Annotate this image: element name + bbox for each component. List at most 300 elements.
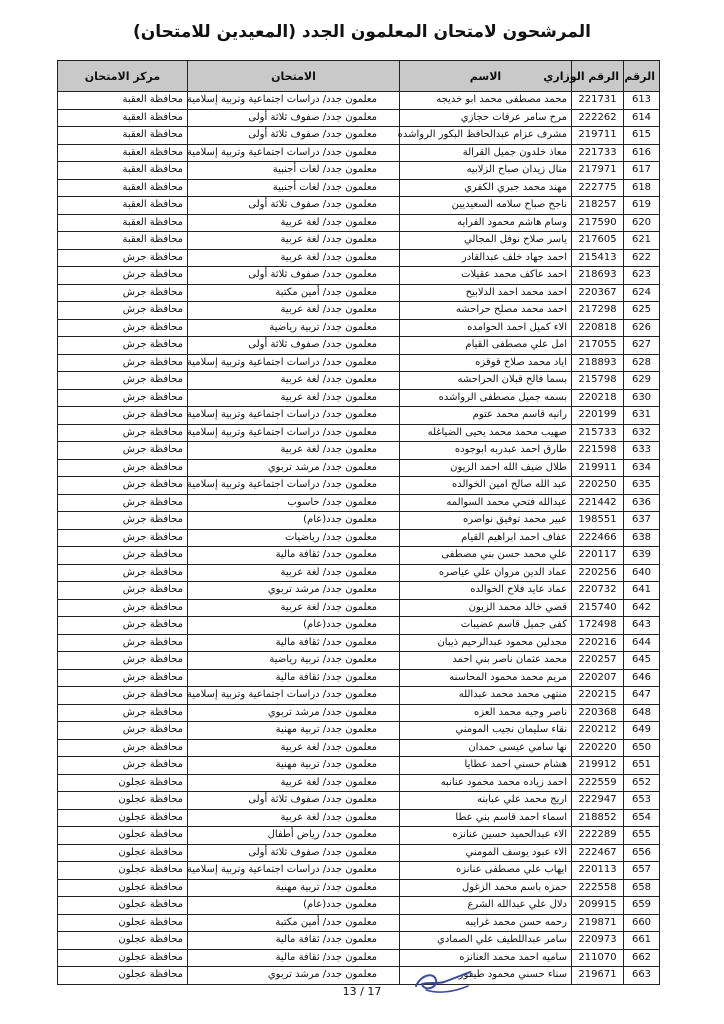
cell-exam-center: محافظة عجلون (58, 879, 188, 897)
cell-name: منتهى محمد محمد عبدالله (400, 687, 572, 705)
cell-name: طلال ضيف الله احمد الزيون (400, 459, 572, 477)
cell-exam: معلمون جدد/ مرشد تربوي (188, 704, 400, 722)
cell-exam: معلمون جدد/ تربية رياضية (188, 652, 400, 670)
cell-national-number: 221598 (572, 442, 624, 460)
cell-national-number: 218257 (572, 197, 624, 215)
table-row (58, 319, 660, 337)
cell-row-number: 615 (624, 127, 660, 145)
candidates-table-wrapper (58, 60, 660, 985)
table-row (58, 792, 660, 810)
cell-name: احمد محمد احمد الدلابيح (400, 284, 572, 302)
cell-name: منال زيدان صباح الزلابيه (400, 162, 572, 180)
cell-exam-center: محافظة جرش (58, 494, 188, 512)
cell-name: كفى جميل قاسم عضيبات (400, 617, 572, 635)
cell-name: الاء عبود يوسف المومني (400, 844, 572, 862)
cell-national-number: 222775 (572, 179, 624, 197)
cell-national-number: 222466 (572, 529, 624, 547)
cell-exam-center: محافظة جرش (58, 442, 188, 460)
page-title: المرشحون لامتحان المعلمون الجدد (المعيدين للامتحان) (133, 22, 591, 42)
cell-national-number: 217605 (572, 232, 624, 250)
table-row (58, 214, 660, 232)
cell-name: الاء كميل احمد الحوامده (400, 319, 572, 337)
cell-exam-center: محافظة العقبة (58, 92, 188, 110)
table-row (58, 127, 660, 145)
table-row (58, 109, 660, 127)
cell-name: عماد الدين مروان علي عياصره (400, 564, 572, 582)
cell-row-number: 621 (624, 232, 660, 250)
cell-exam-center: محافظة جرش (58, 564, 188, 582)
cell-row-number: 646 (624, 669, 660, 687)
table-row (58, 967, 660, 985)
cell-exam: معلمون جدد/ ثقافة مالية (188, 547, 400, 565)
cell-row-number: 628 (624, 354, 660, 372)
cell-name: مهند محمد جبري الكفري (400, 179, 572, 197)
cell-exam-center: محافظة العقبة (58, 127, 188, 145)
cell-name: احمد جهاد خلف عبدالقادر (400, 249, 572, 267)
cell-row-number: 625 (624, 302, 660, 320)
header-national-number: الرقم الوزاري (572, 61, 624, 92)
cell-exam-center: محافظة جرش (58, 372, 188, 390)
cell-exam-center: محافظة جرش (58, 337, 188, 355)
cell-national-number: 220215 (572, 687, 624, 705)
cell-name: ساميه احمد محمد العنانزه (400, 949, 572, 967)
cell-name: ناجح صباح سلامه السعيديين (400, 197, 572, 215)
cell-name: مشرف عزام عبدالحافظ البكور الرواشده (400, 127, 572, 145)
table-row (58, 827, 660, 845)
cell-exam-center: محافظة جرش (58, 459, 188, 477)
cell-row-number: 645 (624, 652, 660, 670)
cell-exam-center: محافظة عجلون (58, 914, 188, 932)
cell-national-number: 220256 (572, 564, 624, 582)
cell-exam: معلمون جدد/ دراسات اجتماعية وتربية إسلامية (188, 687, 400, 705)
cell-exam: معلمون جدد/ لغة عربية (188, 372, 400, 390)
cell-exam-center: محافظة جرش (58, 739, 188, 757)
cell-exam: معلمون جدد/ تربية مهنية (188, 879, 400, 897)
cell-national-number: 219671 (572, 967, 624, 985)
cell-row-number: 633 (624, 442, 660, 460)
header-name: الاسم (400, 61, 572, 92)
cell-name: اسماء احمد قاسم بني عطا (400, 809, 572, 827)
cell-exam-center: محافظة جرش (58, 582, 188, 600)
table-row (58, 634, 660, 652)
cell-national-number: 220216 (572, 634, 624, 652)
cell-name: هشام حسني احمد عطايا (400, 757, 572, 775)
cell-name: سناء حسني محمود طيفور (400, 967, 572, 985)
cell-name: ايهاب علي مصطفى عنانزه (400, 862, 572, 880)
cell-national-number: 215733 (572, 424, 624, 442)
cell-exam: معلمون جدد/ رياضيات (188, 529, 400, 547)
cell-name: حمزه باسم محمد الزغول (400, 879, 572, 897)
cell-row-number: 648 (624, 704, 660, 722)
cell-exam: معلمون جدد/ صفوف ثلاثة أولى (188, 197, 400, 215)
cell-exam-center: محافظة جرش (58, 669, 188, 687)
table-row (58, 949, 660, 967)
cell-name: ياسر صلاح نوفل المجالي (400, 232, 572, 250)
cell-row-number: 637 (624, 512, 660, 530)
cell-name: رانيه قاسم محمد عتوم (400, 407, 572, 425)
cell-exam-center: محافظة عجلون (58, 809, 188, 827)
cell-row-number: 623 (624, 267, 660, 285)
cell-national-number: 217590 (572, 214, 624, 232)
table-row (58, 302, 660, 320)
cell-row-number: 635 (624, 477, 660, 495)
table-row (58, 932, 660, 950)
cell-exam-center: محافظة العقبة (58, 179, 188, 197)
cell-exam: معلمون جدد/ تربية مهنية (188, 757, 400, 775)
header-exam: الامتحان (188, 61, 400, 92)
cell-exam: معلمون جدد/ رياض أطفال (188, 827, 400, 845)
cell-row-number: 651 (624, 757, 660, 775)
cell-row-number: 644 (624, 634, 660, 652)
table-row (58, 547, 660, 565)
page-number: 13 / 17 (342, 985, 382, 998)
cell-national-number: 221733 (572, 144, 624, 162)
cell-exam-center: محافظة عجلون (58, 792, 188, 810)
table-header-row (58, 61, 660, 92)
cell-exam-center: محافظة جرش (58, 284, 188, 302)
cell-exam: معلمون جدد/ لغة عربية (188, 599, 400, 617)
table-row (58, 862, 660, 880)
cell-exam: معلمون جدد/ دراسات اجتماعية وتربية إسلامية (188, 92, 400, 110)
cell-exam-center: محافظة جرش (58, 477, 188, 495)
cell-exam-center: محافظة عجلون (58, 949, 188, 967)
cell-row-number: 661 (624, 932, 660, 950)
cell-exam-center: محافظة جرش (58, 529, 188, 547)
cell-exam: معلمون جدد/ دراسات اجتماعية وتربية إسلامية (188, 354, 400, 372)
cell-exam: معلمون جدد(عام) (188, 617, 400, 635)
cell-exam-center: محافظة جرش (58, 704, 188, 722)
cell-exam-center: محافظة جرش (58, 389, 188, 407)
cell-row-number: 619 (624, 197, 660, 215)
table-row (58, 879, 660, 897)
cell-row-number: 658 (624, 879, 660, 897)
cell-national-number: 222558 (572, 879, 624, 897)
table-row (58, 757, 660, 775)
cell-row-number: 663 (624, 967, 660, 985)
table-row (58, 494, 660, 512)
cell-national-number: 218693 (572, 267, 624, 285)
cell-exam: معلمون جدد/ مرشد تربوي (188, 459, 400, 477)
cell-row-number: 647 (624, 687, 660, 705)
cell-exam-center: محافظة جرش (58, 652, 188, 670)
cell-exam: معلمون جدد/ صفوف ثلاثة أولى (188, 109, 400, 127)
cell-name: بسمه جميل مصطفى الرواشده (400, 389, 572, 407)
cell-name: صهيب محمد محمد يحيى الضياغله (400, 424, 572, 442)
cell-name: ناصر وجيه محمد العزه (400, 704, 572, 722)
table-row (58, 372, 660, 390)
cell-name: علي محمد حسن بني مصطفى (400, 547, 572, 565)
cell-row-number: 627 (624, 337, 660, 355)
cell-national-number: 222947 (572, 792, 624, 810)
cell-exam-center: محافظة عجلون (58, 967, 188, 985)
cell-exam: معلمون جدد/ لغة عربية (188, 442, 400, 460)
cell-exam: معلمون جدد/ دراسات اجتماعية وتربية إسلامية (188, 144, 400, 162)
cell-name: الاء عبدالحميد حسين عنانزه (400, 827, 572, 845)
cell-row-number: 631 (624, 407, 660, 425)
cell-exam-center: محافظة عجلون (58, 862, 188, 880)
cell-row-number: 632 (624, 424, 660, 442)
cell-row-number: 655 (624, 827, 660, 845)
cell-row-number: 617 (624, 162, 660, 180)
cell-row-number: 650 (624, 739, 660, 757)
cell-national-number: 220212 (572, 722, 624, 740)
cell-name: احمد عاكف محمد عقيلات (400, 267, 572, 285)
table-row (58, 739, 660, 757)
cell-name: عبد الله صالح امين الخوالده (400, 477, 572, 495)
cell-exam: معلمون جدد/ لغة عربية (188, 389, 400, 407)
cell-national-number: 222289 (572, 827, 624, 845)
cell-national-number: 220367 (572, 284, 624, 302)
cell-national-number: 198551 (572, 512, 624, 530)
cell-name: عبدالله فتحي محمد السوالمه (400, 494, 572, 512)
cell-name: دلال علي عبدالله الشرع (400, 897, 572, 915)
cell-national-number: 221442 (572, 494, 624, 512)
cell-exam: معلمون جدد/ لغة عربية (188, 249, 400, 267)
cell-name: عماد عايد فلاح الخوالده (400, 582, 572, 600)
table-row (58, 179, 660, 197)
cell-exam: معلمون جدد/ دراسات اجتماعية وتربية إسلامية (188, 477, 400, 495)
cell-exam-center: محافظة جرش (58, 407, 188, 425)
cell-national-number: 220973 (572, 932, 624, 950)
cell-exam-center: محافظة جرش (58, 424, 188, 442)
cell-exam-center: محافظة عجلون (58, 932, 188, 950)
cell-name: مرح سامر عرفات حجازي (400, 109, 572, 127)
table-row (58, 512, 660, 530)
cell-national-number: 218852 (572, 809, 624, 827)
table-row (58, 424, 660, 442)
cell-exam-center: محافظة جرش (58, 249, 188, 267)
cell-exam-center: محافظة عجلون (58, 844, 188, 862)
cell-exam: معلمون جدد/ لغات أجنبية (188, 179, 400, 197)
cell-national-number: 222559 (572, 774, 624, 792)
cell-exam: معلمون جدد(عام) (188, 897, 400, 915)
cell-national-number: 220218 (572, 389, 624, 407)
cell-exam: معلمون جدد/ ثقافة مالية (188, 949, 400, 967)
table-row (58, 669, 660, 687)
table-body (58, 92, 660, 985)
cell-national-number: 220818 (572, 319, 624, 337)
cell-row-number: 624 (624, 284, 660, 302)
cell-row-number: 656 (624, 844, 660, 862)
cell-name: وسام هاشم محمود الفرايه (400, 214, 572, 232)
cell-national-number: 220732 (572, 582, 624, 600)
table-row (58, 564, 660, 582)
table-row (58, 477, 660, 495)
table-row (58, 389, 660, 407)
cell-national-number: 220250 (572, 477, 624, 495)
table-row (58, 162, 660, 180)
cell-national-number: 220220 (572, 739, 624, 757)
cell-national-number: 215413 (572, 249, 624, 267)
cell-national-number: 220207 (572, 669, 624, 687)
cell-row-number: 622 (624, 249, 660, 267)
cell-exam-center: محافظة جرش (58, 354, 188, 372)
cell-national-number: 211070 (572, 949, 624, 967)
cell-name: طارق احمد عبدربه ابوجوده (400, 442, 572, 460)
table-row (58, 529, 660, 547)
cell-exam-center: محافظة العقبة (58, 144, 188, 162)
table-row (58, 897, 660, 915)
cell-exam-center: محافظة عجلون (58, 774, 188, 792)
cell-national-number: 217055 (572, 337, 624, 355)
cell-exam: معلمون جدد/ لغة عربية (188, 564, 400, 582)
cell-name: محمد عثمان ناصر بني احمد (400, 652, 572, 670)
cell-name: امل علي مصطفى القيام (400, 337, 572, 355)
cell-row-number: 659 (624, 897, 660, 915)
cell-exam: معلمون جدد/ لغة عربية (188, 232, 400, 250)
cell-name: اريج محمد علي عبابنه (400, 792, 572, 810)
cell-row-number: 638 (624, 529, 660, 547)
table-row (58, 144, 660, 162)
table-row (58, 914, 660, 932)
cell-national-number: 219871 (572, 914, 624, 932)
cell-name: عفاف احمد ابراهيم القيام (400, 529, 572, 547)
table-row (58, 652, 660, 670)
table-row (58, 774, 660, 792)
table-row (58, 407, 660, 425)
cell-exam: معلمون جدد/ دراسات اجتماعية وتربية إسلامية (188, 424, 400, 442)
table-row (58, 284, 660, 302)
cell-exam: معلمون جدد/ لغة عربية (188, 809, 400, 827)
cell-name: مجدلين محمود عبدالرحيم ذيبان (400, 634, 572, 652)
cell-name: محمد مصطفى محمد ابو خديجه (400, 92, 572, 110)
cell-exam-center: محافظة العقبة (58, 214, 188, 232)
cell-exam: معلمون جدد/ لغة عربية (188, 774, 400, 792)
cell-name: نها سامي عيسى حمدان (400, 739, 572, 757)
cell-row-number: 642 (624, 599, 660, 617)
cell-exam-center: محافظة جرش (58, 547, 188, 565)
table-row (58, 197, 660, 215)
cell-exam: معلمون جدد/ صفوف ثلاثة أولى (188, 337, 400, 355)
cell-name: سامر عبداللطيف علي الصمادي (400, 932, 572, 950)
cell-row-number: 616 (624, 144, 660, 162)
cell-row-number: 613 (624, 92, 660, 110)
cell-exam: معلمون جدد/ ثقافة مالية (188, 932, 400, 950)
cell-row-number: 640 (624, 564, 660, 582)
table-row (58, 337, 660, 355)
cell-name: معاذ خلدون جميل القرالة (400, 144, 572, 162)
cell-exam-center: محافظة العقبة (58, 232, 188, 250)
cell-row-number: 649 (624, 722, 660, 740)
cell-exam: معلمون جدد/ ثقافة مالية (188, 669, 400, 687)
cell-row-number: 630 (624, 389, 660, 407)
cell-exam: معلمون جدد/ دراسات اجتماعية وتربية إسلامية (188, 862, 400, 880)
table-row (58, 809, 660, 827)
cell-exam: معلمون جدد/ صفوف ثلاثة أولى (188, 792, 400, 810)
cell-row-number: 629 (624, 372, 660, 390)
cell-national-number: 217971 (572, 162, 624, 180)
table-row (58, 459, 660, 477)
cell-exam: معلمون جدد/ دراسات اجتماعية وتربية إسلامية (188, 407, 400, 425)
cell-exam: معلمون جدد(عام) (188, 512, 400, 530)
cell-name: اياد محمد صلاح قوقزه (400, 354, 572, 372)
cell-national-number: 220199 (572, 407, 624, 425)
cell-national-number: 220368 (572, 704, 624, 722)
cell-name: عبير محمد توفيق نواصره (400, 512, 572, 530)
table-row (58, 844, 660, 862)
cell-row-number: 660 (624, 914, 660, 932)
cell-exam: معلمون جدد/ لغة عربية (188, 302, 400, 320)
cell-national-number: 209915 (572, 897, 624, 915)
cell-exam: معلمون جدد/ ثقافة مالية (188, 634, 400, 652)
cell-national-number: 215740 (572, 599, 624, 617)
cell-row-number: 652 (624, 774, 660, 792)
cell-national-number: 220117 (572, 547, 624, 565)
cell-row-number: 641 (624, 582, 660, 600)
table-row (58, 722, 660, 740)
cell-row-number: 639 (624, 547, 660, 565)
cell-national-number: 215798 (572, 372, 624, 390)
cell-name: احمد محمد مصلح حراحشه (400, 302, 572, 320)
cell-exam: معلمون جدد/ لغات أجنبية (188, 162, 400, 180)
cell-row-number: 618 (624, 179, 660, 197)
cell-national-number: 222262 (572, 109, 624, 127)
table-row (58, 704, 660, 722)
cell-exam-center: محافظة عجلون (58, 897, 188, 915)
cell-national-number: 221731 (572, 92, 624, 110)
cell-row-number: 626 (624, 319, 660, 337)
cell-exam-center: محافظة جرش (58, 302, 188, 320)
cell-national-number: 220113 (572, 862, 624, 880)
cell-name: مريم محمد محمود المحاسنه (400, 669, 572, 687)
cell-exam-center: محافظة العقبة (58, 197, 188, 215)
cell-exam-center: محافظة جرش (58, 722, 188, 740)
cell-national-number: 219911 (572, 459, 624, 477)
candidates-table (57, 60, 660, 985)
cell-row-number: 614 (624, 109, 660, 127)
table-row (58, 354, 660, 372)
cell-exam-center: محافظة جرش (58, 599, 188, 617)
cell-name: نقاء سليمان نجيب المومني (400, 722, 572, 740)
table-row (58, 599, 660, 617)
cell-exam-center: محافظة جرش (58, 757, 188, 775)
cell-national-number: 172498 (572, 617, 624, 635)
cell-name: احمد زياده محمد محمود عنانبه (400, 774, 572, 792)
cell-exam: معلمون جدد/ لغة عربية (188, 214, 400, 232)
cell-row-number: 643 (624, 617, 660, 635)
cell-exam-center: محافظة جرش (58, 319, 188, 337)
cell-row-number: 636 (624, 494, 660, 512)
header-exam-center: مركز الامتحان (58, 61, 188, 92)
cell-exam: معلمون جدد/ أمين مكتبة (188, 284, 400, 302)
cell-national-number: 218893 (572, 354, 624, 372)
cell-row-number: 653 (624, 792, 660, 810)
table-row (58, 582, 660, 600)
cell-row-number: 620 (624, 214, 660, 232)
cell-exam: معلمون جدد/ مرشد تربوي (188, 967, 400, 985)
cell-name: قصي خالد محمد الزيون (400, 599, 572, 617)
cell-exam: معلمون جدد/ لغة عربية (188, 739, 400, 757)
cell-national-number: 219711 (572, 127, 624, 145)
cell-exam: معلمون جدد/ أمين مكتبة (188, 914, 400, 932)
cell-exam-center: محافظة العقبة (58, 109, 188, 127)
cell-exam-center: محافظة عجلون (58, 827, 188, 845)
cell-exam: معلمون جدد/ تربية رياضية (188, 319, 400, 337)
cell-exam-center: محافظة العقبة (58, 162, 188, 180)
cell-row-number: 662 (624, 949, 660, 967)
cell-row-number: 657 (624, 862, 660, 880)
table-row (58, 249, 660, 267)
cell-exam-center: محافظة جرش (58, 267, 188, 285)
header-row-number: الرقم (624, 61, 660, 92)
cell-exam: معلمون جدد/ تربية مهنية (188, 722, 400, 740)
cell-national-number: 219912 (572, 757, 624, 775)
cell-exam-center: محافظة جرش (58, 687, 188, 705)
table-row (58, 617, 660, 635)
table-row (58, 442, 660, 460)
cell-exam-center: محافظة جرش (58, 634, 188, 652)
cell-exam: معلمون جدد/ حاسوب (188, 494, 400, 512)
